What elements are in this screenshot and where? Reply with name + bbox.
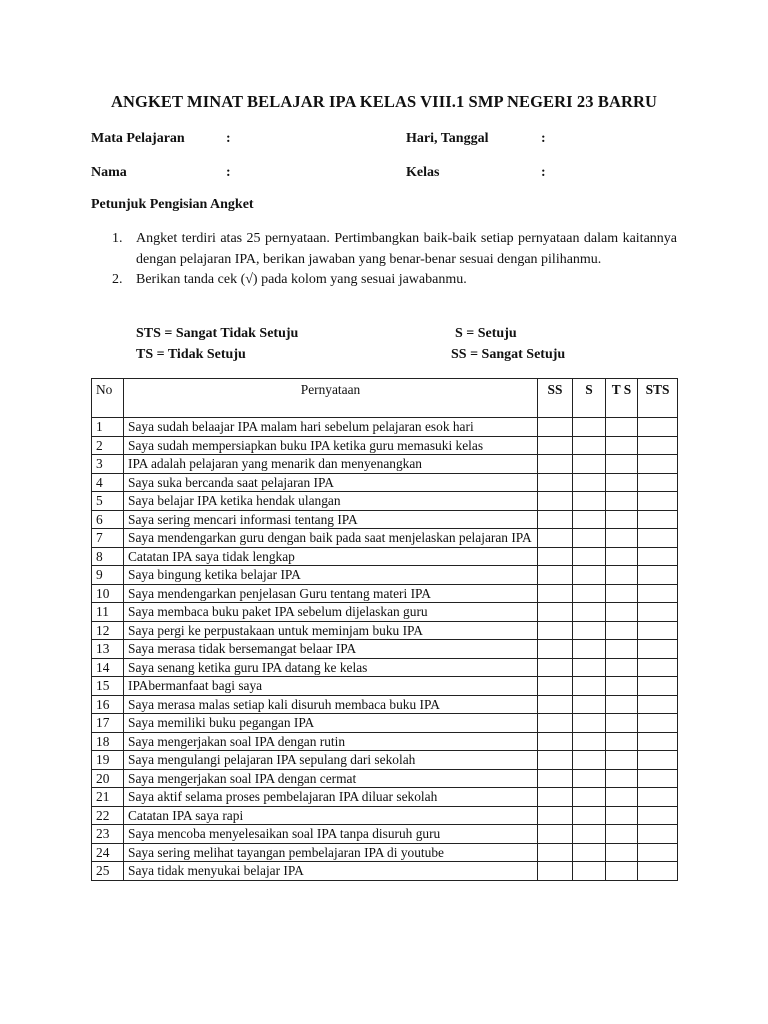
table-row — [92, 769, 678, 788]
answer-cell-sts[interactable] — [638, 436, 678, 455]
row-number: 11 — [92, 603, 124, 622]
answer-cell-s[interactable] — [573, 510, 606, 529]
answer-cell-s[interactable] — [573, 769, 606, 788]
statement-text: IPA adalah pelajaran yang menarik dan menyenangkan — [124, 455, 538, 474]
statement-text: Saya sudah belaajar IPA malam hari sebelum pelajaran esok hari — [124, 418, 538, 437]
document-title: ANGKET MINAT BELAJAR IPA KELAS VIII.1 SMP NEGERI 23 BARRU — [110, 92, 658, 111]
answer-cell-ts[interactable] — [606, 658, 638, 677]
statement-text: Catatan IPA saya tidak lengkap — [124, 547, 538, 566]
table-row — [92, 677, 678, 696]
statement-text: Saya mendengarkan guru dengan baik pada saat menjelaskan pelajaran IPA — [124, 529, 538, 548]
survey-table — [91, 378, 678, 881]
statement-text: Saya membaca buku paket IPA sebelum dijelaskan guru — [124, 603, 538, 622]
answer-cell-sts[interactable] — [638, 640, 678, 659]
statement-text: IPAbermanfaat bagi saya — [124, 677, 538, 696]
row-number: 25 — [92, 862, 124, 881]
hari-tanggal-label: Hari, Tanggal — [406, 131, 489, 146]
statement-text: Saya sering melihat tayangan pembelajaran IPA di youtube — [124, 843, 538, 862]
row-number: 7 — [92, 529, 124, 548]
row-number: 15 — [92, 677, 124, 696]
nama-label: Nama — [91, 165, 127, 180]
statement-text: Saya bingung ketika belajar IPA — [124, 566, 538, 585]
answer-cell-ss[interactable] — [538, 547, 573, 566]
mata-pelajaran-label: Mata Pelajaran — [91, 131, 185, 146]
answer-cell-ss[interactable] — [538, 529, 573, 548]
answer-cell-s[interactable] — [573, 473, 606, 492]
answer-cell-sts[interactable] — [638, 566, 678, 585]
instruction-text: Angket terdiri atas 25 pernyataan. Pertimbangkan baik-baik setiap pernyataan dalam kaitannya dengan pelajaran IPA, berikan jawaban yang benar-benar sesuai dengan pilihanmu. — [136, 231, 677, 267]
answer-cell-s[interactable] — [573, 825, 606, 844]
row-number: 4 — [92, 473, 124, 492]
row-number: 16 — [92, 695, 124, 714]
answer-cell-s[interactable] — [573, 529, 606, 548]
statement-text: Saya sudah mempersiapkan buku IPA ketika guru memasuki kelas — [124, 436, 538, 455]
answer-cell-ss[interactable] — [538, 510, 573, 529]
answer-cell-s[interactable] — [573, 862, 606, 881]
table-body — [92, 418, 678, 881]
instructions-list — [91, 229, 677, 291]
answer-cell-sts[interactable] — [638, 455, 678, 474]
legend-sts: STS = Sangat Tidak Setuju — [136, 326, 299, 341]
row-number: 6 — [92, 510, 124, 529]
answer-cell-s[interactable] — [573, 455, 606, 474]
answer-cell-sts[interactable] — [638, 788, 678, 807]
answer-cell-ss[interactable] — [538, 436, 573, 455]
row-number: 24 — [92, 843, 124, 862]
answer-cell-s[interactable] — [573, 603, 606, 622]
legend-ts: TS = Tidak Setuju — [136, 347, 246, 362]
answer-cell-sts[interactable] — [638, 806, 678, 825]
answer-cell-ts[interactable] — [606, 529, 638, 548]
table-row — [92, 584, 678, 603]
answer-cell-ss[interactable] — [538, 473, 573, 492]
answer-cell-ts[interactable] — [606, 492, 638, 511]
answer-cell-s[interactable] — [573, 677, 606, 696]
table-row — [92, 455, 678, 474]
table-row — [92, 436, 678, 455]
statement-text: Saya mencoba menyelesaikan soal IPA tanpa disuruh guru — [124, 825, 538, 844]
answer-cell-ts[interactable] — [606, 843, 638, 862]
answer-cell-sts[interactable] — [638, 677, 678, 696]
answer-cell-ts[interactable] — [606, 547, 638, 566]
header-ts: T S — [606, 379, 638, 418]
table-row — [92, 714, 678, 733]
answer-cell-ts[interactable] — [606, 677, 638, 696]
answer-cell-ss[interactable] — [538, 584, 573, 603]
statement-text: Saya mengerjakan soal IPA dengan rutin — [124, 732, 538, 751]
answer-cell-s[interactable] — [573, 806, 606, 825]
answer-cell-ss[interactable] — [538, 658, 573, 677]
answer-cell-ts[interactable] — [606, 473, 638, 492]
table-row — [92, 825, 678, 844]
answer-cell-sts[interactable] — [638, 418, 678, 437]
header-no: No — [92, 379, 124, 418]
statement-text: Saya pergi ke perpustakaan untuk meminjam buku IPA — [124, 621, 538, 640]
answer-cell-sts[interactable] — [638, 695, 678, 714]
table-row — [92, 695, 678, 714]
answer-cell-ss[interactable] — [538, 806, 573, 825]
answer-cell-sts[interactable] — [638, 751, 678, 770]
table-row — [92, 788, 678, 807]
row-number: 2 — [92, 436, 124, 455]
answer-cell-ts[interactable] — [606, 769, 638, 788]
row-number: 13 — [92, 640, 124, 659]
kelas-colon: : — [541, 165, 546, 180]
answer-cell-ss[interactable] — [538, 677, 573, 696]
answer-cell-ss[interactable] — [538, 732, 573, 751]
answer-cell-ss[interactable] — [538, 603, 573, 622]
instruction-number: 2. — [112, 272, 123, 287]
table-row — [92, 862, 678, 881]
answer-cell-ss[interactable] — [538, 788, 573, 807]
row-number: 14 — [92, 658, 124, 677]
table-row — [92, 529, 678, 548]
answer-cell-sts[interactable] — [638, 843, 678, 862]
table-row — [92, 658, 678, 677]
answer-cell-ts[interactable] — [606, 695, 638, 714]
statement-text: Saya mendengarkan penjelasan Guru tentang materi IPA — [124, 584, 538, 603]
header-statement: Pernyataan — [124, 379, 538, 418]
legend-ss: SS = Sangat Setuju — [451, 347, 566, 362]
table-row — [92, 621, 678, 640]
answer-cell-ts[interactable] — [606, 825, 638, 844]
table-row — [92, 566, 678, 585]
mata-pelajaran-colon: : — [226, 131, 231, 146]
table-row — [92, 547, 678, 566]
statement-text: Saya aktif selama proses pembelajaran IPA diluar sekolah — [124, 788, 538, 807]
table-row — [92, 640, 678, 659]
answer-cell-s[interactable] — [573, 732, 606, 751]
answer-cell-sts[interactable] — [638, 529, 678, 548]
row-number: 18 — [92, 732, 124, 751]
answer-cell-s[interactable] — [573, 547, 606, 566]
answer-cell-sts[interactable] — [638, 732, 678, 751]
table-row — [92, 732, 678, 751]
row-number: 10 — [92, 584, 124, 603]
answer-cell-ss[interactable] — [538, 418, 573, 437]
answer-cell-s[interactable] — [573, 640, 606, 659]
row-number: 1 — [92, 418, 124, 437]
answer-cell-sts[interactable] — [638, 621, 678, 640]
row-number: 20 — [92, 769, 124, 788]
statement-text: Saya mengulangi pelajaran IPA sepulang dari sekolah — [124, 751, 538, 770]
answer-cell-ts[interactable] — [606, 455, 638, 474]
statement-text: Saya mengerjakan soal IPA dengan cermat — [124, 769, 538, 788]
answer-cell-s[interactable] — [573, 843, 606, 862]
answer-cell-ts[interactable] — [606, 566, 638, 585]
answer-cell-ss[interactable] — [538, 566, 573, 585]
row-number: 12 — [92, 621, 124, 640]
row-number: 19 — [92, 751, 124, 770]
answer-cell-s[interactable] — [573, 436, 606, 455]
legend-s: S = Setuju — [455, 326, 517, 341]
answer-cell-ts[interactable] — [606, 806, 638, 825]
answer-cell-ts[interactable] — [606, 640, 638, 659]
answer-cell-s[interactable] — [573, 418, 606, 437]
table-row — [92, 473, 678, 492]
instruction-item — [91, 270, 677, 291]
row-number: 5 — [92, 492, 124, 511]
hari-tanggal-colon: : — [541, 131, 546, 146]
answer-cell-sts[interactable] — [638, 862, 678, 881]
kelas-label: Kelas — [406, 165, 440, 180]
instruction-text: Berikan tanda cek (√) pada kolom yang sesuai jawabanmu. — [136, 272, 467, 287]
statement-text: Saya sering mencari informasi tentang IPA — [124, 510, 538, 529]
answer-cell-s[interactable] — [573, 584, 606, 603]
header-sts: STS — [638, 379, 678, 418]
table-header-row — [92, 379, 678, 418]
table-row — [92, 806, 678, 825]
instruction-number: 1. — [112, 231, 123, 246]
table-row — [92, 843, 678, 862]
answer-cell-ts[interactable] — [606, 436, 638, 455]
table-row — [92, 418, 678, 437]
answer-cell-ss[interactable] — [538, 843, 573, 862]
answer-cell-sts[interactable] — [638, 547, 678, 566]
nama-colon: : — [226, 165, 231, 180]
statement-text: Saya tidak menyukai belajar IPA — [124, 862, 538, 881]
statement-text: Saya memiliki buku pegangan IPA — [124, 714, 538, 733]
header-ss: SS — [538, 379, 573, 418]
statement-text: Saya belajar IPA ketika hendak ulangan — [124, 492, 538, 511]
answer-cell-sts[interactable] — [638, 714, 678, 733]
statement-text: Saya suka bercanda saat pelajaran IPA — [124, 473, 538, 492]
answer-cell-ts[interactable] — [606, 714, 638, 733]
header-s: S — [573, 379, 606, 418]
answer-cell-ts[interactable] — [606, 418, 638, 437]
answer-cell-ts[interactable] — [606, 788, 638, 807]
row-number: 23 — [92, 825, 124, 844]
answer-cell-sts[interactable] — [638, 584, 678, 603]
statement-text: Saya merasa malas setiap kali disuruh membaca buku IPA — [124, 695, 538, 714]
answer-cell-ts[interactable] — [606, 584, 638, 603]
row-number: 22 — [92, 806, 124, 825]
answer-cell-s[interactable] — [573, 621, 606, 640]
answer-cell-ts[interactable] — [606, 603, 638, 622]
answer-cell-ts[interactable] — [606, 732, 638, 751]
answer-cell-ts[interactable] — [606, 621, 638, 640]
answer-cell-sts[interactable] — [638, 473, 678, 492]
answer-cell-s[interactable] — [573, 714, 606, 733]
answer-cell-sts[interactable] — [638, 658, 678, 677]
table-row — [92, 492, 678, 511]
answer-cell-ss[interactable] — [538, 825, 573, 844]
answer-cell-s[interactable] — [573, 566, 606, 585]
answer-cell-ss[interactable] — [538, 695, 573, 714]
row-number: 8 — [92, 547, 124, 566]
row-number: 9 — [92, 566, 124, 585]
answer-cell-s[interactable] — [573, 658, 606, 677]
answer-cell-ts[interactable] — [606, 510, 638, 529]
answer-cell-s[interactable] — [573, 788, 606, 807]
table-row — [92, 603, 678, 622]
instructions-heading: Petunjuk Pengisian Angket — [91, 197, 254, 212]
row-number: 3 — [92, 455, 124, 474]
answer-cell-ss[interactable] — [538, 640, 573, 659]
answer-cell-ss[interactable] — [538, 769, 573, 788]
answer-cell-ss[interactable] — [538, 862, 573, 881]
table-row — [92, 510, 678, 529]
answer-cell-ss[interactable] — [538, 455, 573, 474]
answer-cell-ts[interactable] — [606, 862, 638, 881]
answer-cell-ss[interactable] — [538, 751, 573, 770]
row-number: 21 — [92, 788, 124, 807]
answer-cell-sts[interactable] — [638, 492, 678, 511]
answer-cell-ts[interactable] — [606, 751, 638, 770]
answer-cell-s[interactable] — [573, 751, 606, 770]
answer-cell-sts[interactable] — [638, 769, 678, 788]
answer-cell-sts[interactable] — [638, 825, 678, 844]
statement-text: Catatan IPA saya rapi — [124, 806, 538, 825]
answer-cell-ss[interactable] — [538, 492, 573, 511]
answer-cell-s[interactable] — [573, 492, 606, 511]
statement-text: Saya senang ketika guru IPA datang ke kelas — [124, 658, 538, 677]
answer-cell-sts[interactable] — [638, 510, 678, 529]
table-row — [92, 751, 678, 770]
answer-cell-sts[interactable] — [638, 603, 678, 622]
answer-cell-ss[interactable] — [538, 714, 573, 733]
answer-cell-ss[interactable] — [538, 621, 573, 640]
row-number: 17 — [92, 714, 124, 733]
answer-cell-s[interactable] — [573, 695, 606, 714]
instruction-item — [91, 229, 677, 270]
statement-text: Saya merasa tidak bersemangat belaar IPA — [124, 640, 538, 659]
